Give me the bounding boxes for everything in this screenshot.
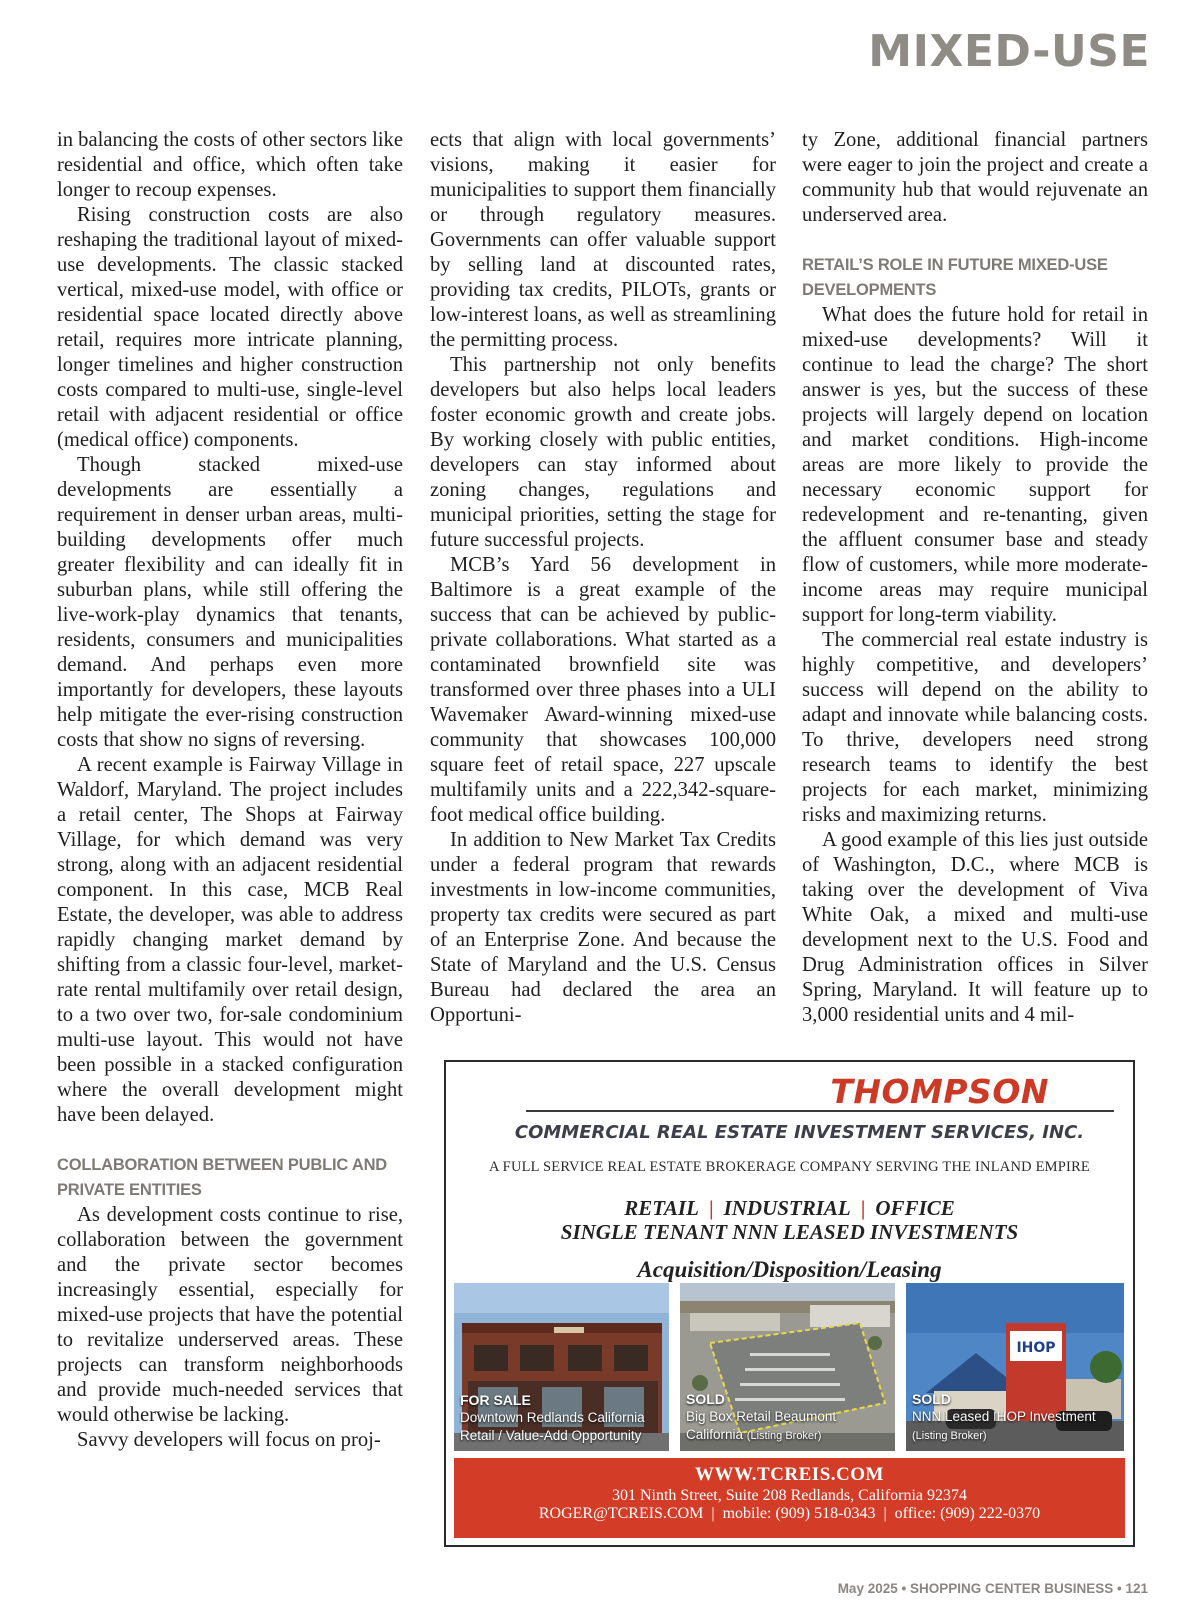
caption-line: Downtown Redlands California: [460, 1410, 645, 1425]
ad-contact-line: [454, 1505, 1125, 1523]
photo-caption: [686, 1390, 891, 1445]
ad-category-industrial: INDUSTRIAL: [723, 1196, 851, 1220]
paragraph: In addition to New Market Tax Credits under a federal program that rewards investments in low-income communities, property tax credits were secured as part of an Enterprise Zone. And because the State of Maryland and the U.S. Census Bureau had declared the area an Opportuni-: [430, 829, 776, 1026]
ad-category-office: OFFICE: [875, 1196, 955, 1220]
paragraph: The commercial real estate industry is highly competitive, and developers’ success will depend on the ability to adapt and innovate while balancing costs. To thrive, developers need strong research teams to identify the best projects for each market, minimizing risks and maximizing returns.: [802, 629, 1148, 826]
ad-separator: |: [860, 1196, 866, 1220]
caption-line: Big Box Retail Beaumont: [686, 1409, 837, 1424]
ad-nnn-line: SINGLE TENANT NNN LEASED INVESTMENTS: [560, 1220, 1019, 1244]
ad-categories: [446, 1196, 1133, 1221]
paragraph: This partnership not only benefits developers but also helps local leaders foster economic growth and create jobs. By working closely with public entities, developers can stay informed about zoning changes, regulations and municipal priorities, setting the stage for future successful projects.: [430, 354, 776, 551]
subheading: COLLABORATION BETWEEN PUBLIC AND PRIVATE ENTITIES: [57, 1156, 387, 1199]
article-column-3: [802, 128, 1148, 1028]
ad-company-name: COMMERCIAL REAL ESTATE INVESTMENT SERVICES, INC.: [514, 1122, 1085, 1143]
paragraph: Savvy developers will focus on proj-: [77, 1429, 381, 1451]
listing-status: FOR SALE: [460, 1392, 531, 1408]
ad-website-link[interactable]: WWW.TCREIS.COM: [695, 1464, 884, 1485]
ad-separator: |: [708, 1196, 714, 1220]
page-folio: May 2025 • SHOPPING CENTER BUSINESS • 121: [837, 1581, 1148, 1596]
ad-separator: |: [711, 1505, 715, 1522]
ad-email-link[interactable]: ROGER@TCREIS.COM: [538, 1505, 704, 1522]
paragraph: Rising construction costs are also reshaping the traditional layout of mixed-use developments. The classic stacked vertical, mixed-use model, with office or residential space located directly above retail, requires more intricate planning, longer timelines and higher construction costs compared to multi-use, single-level retail with adjacent residential or office (medical office) components.: [57, 204, 403, 451]
ad-address: 301 Ninth Street, Suite 208 Redlands, California 92374: [611, 1487, 968, 1504]
property-photo-beaumont: [680, 1283, 895, 1451]
photo-caption: [460, 1391, 665, 1445]
article-column-2: [430, 128, 776, 1028]
paragraph: ects that align with local governments’ visions, making it easier for municipalities to support them financially or through regulatory measures. Governments can offer valuable support by selling land at discounted rates, providing tax credits, PILOTs, grants or low-interest loans, as well as streamlining the permitting process.: [430, 129, 776, 351]
ad-contact-footer: [454, 1458, 1125, 1538]
section-title: MIXED-USE: [868, 26, 1150, 77]
paragraph: What does the future hold for retail in mixed-use developments? Will it continue to lead the charge? The short answer is yes, but the success of these projects will largely depend on location and market conditions. High-income areas are more likely to provide the necessary economic support for redevelopment and re-tenanting, given the affluent consumer base and steady flow of customers, while more moderate-income areas may require municipal support for long-term viability.: [802, 304, 1148, 626]
caption-note: (Listing Broker): [746, 1430, 822, 1442]
ad-acquisition-line: Acquisition/Disposition/Leasing: [637, 1257, 942, 1282]
paragraph: A good example of this lies just outside of Washington, D.C., where MCB is taking over the development of Viva White Oak, a mixed and multi-use development next to the U.S. Food and Drug Administration offices in Silver Spring, Maryland. It will feature up to 3,000 residential units and 4 mil-: [802, 829, 1148, 1026]
paragraph: Though stacked mixed-use developments are essentially a requirement in denser urban areas, multi-building developments offer much greater flexibility and can ideally fit in suburban plans, while still offering the live-work-play dynamics that tenants, residents, consumers and municipalities demand. And perhaps even more importantly for developers, these layouts help mitigate the ever-rising construction costs that show no signs of reversing.: [57, 454, 403, 751]
ad-mobile: mobile: (909) 518-0343: [722, 1505, 876, 1522]
paragraph: in balancing the costs of other sectors like residential and office, which often take longer to recoup expenses.: [57, 129, 403, 201]
caption-line: NNN Leased IHOP Investment: [912, 1409, 1096, 1424]
paragraph: As development costs continue to rise, collaboration between the government and the private sector becomes increasingly essential, especially for mixed-use projects that have the potential to revitalize underserved areas. These projects can transform neighborhoods and provide much-needed services that would otherwise be lacking.: [57, 1204, 403, 1426]
article-column-1: [57, 128, 403, 1453]
ad-brand-logo: THOMPSON: [830, 1072, 1049, 1111]
listing-status: SOLD: [686, 1391, 725, 1407]
ihop-sign-text: IHOP: [1016, 1340, 1056, 1356]
caption-note: (Listing Broker): [912, 1430, 987, 1442]
paragraph: MCB’s Yard 56 development in Baltimore is a great example of the success that can be achieved by public-private collaborations. What started as a contaminated brownfield site was transformed over three phases into a ULI Wavemaker Award-winning mixed-use community that showcases 100,000 square feet of retail space, 227 upscale multifamily units and a 222,342-square-foot medical office building.: [430, 554, 776, 826]
caption-line: Retail / Value-Add Opportunity: [460, 1428, 642, 1443]
paragraph: ty Zone, additional financial partners were eager to join the project and create a community hub that would rejuvenate an underserved area.: [802, 129, 1148, 226]
caption-line: California: [686, 1427, 744, 1442]
ad-office-phone: office: (909) 222-0370: [894, 1505, 1041, 1522]
ad-service-line: A FULL SERVICE REAL ESTATE BROKERAGE COMPANY SERVING THE INLAND EMPIRE: [488, 1159, 1090, 1175]
thompson-advertisement: [444, 1060, 1135, 1547]
listing-status: SOLD: [912, 1391, 951, 1407]
ad-separator: |: [883, 1505, 887, 1522]
photo-caption: [912, 1390, 1120, 1445]
paragraph: A recent example is Fairway Village in Waldorf, Maryland. The project includes a retail center, The Shops at Fairway Village, for which demand was very strong, along with an adjacent residential component. In this case, MCB Real Estate, the developer, was able to address rapidly changing market demand by shifting from a classic four-level, market-rate rental multifamily over retail design, to a two over two, for-sale condominium multi-use layout. This would not have been possible in a stacked configuration where the overall development might have been delayed.: [57, 754, 403, 1126]
ad-category-retail: RETAIL: [624, 1196, 699, 1220]
ad-divider: [526, 1110, 1114, 1112]
property-photo-ihop: [906, 1283, 1124, 1451]
property-photo-redlands: [454, 1283, 669, 1451]
subheading: RETAIL’S ROLE IN FUTURE MIXED-USE DEVELOPMENTS: [802, 256, 1108, 299]
